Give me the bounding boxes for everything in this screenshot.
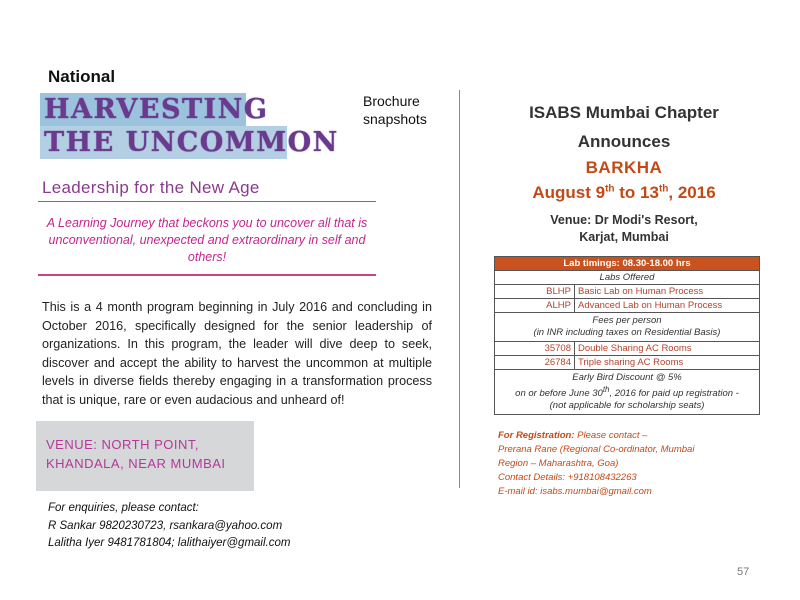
program-title-line-2: THE UNCOMMON: [40, 126, 287, 159]
dates-end: to 13: [614, 183, 659, 202]
table-row: [495, 313, 760, 342]
discount-line-3: (not applicable for scholarship seats): [549, 400, 705, 412]
fee-amount: 35708: [495, 342, 575, 356]
resort-venue: [495, 212, 753, 246]
contact-line-2: Region – Maharashtra, Goa): [498, 458, 619, 469]
program-tagline: A Learning Journey that beckons you to uncover all that is unconventional, unexpected and extraordinary in self and others!: [46, 216, 368, 264]
enquiries-contact-1: R Sankar 9820230723, rsankara@yahoo.com: [48, 519, 283, 532]
discount-line-1: Early Bird Discount @ 5%: [572, 372, 682, 383]
program-title-line-1: HARVESTING: [40, 93, 246, 126]
resort-venue-line-1: Venue: Dr Modi's Resort,: [550, 213, 698, 227]
discount-date-suffix: th: [602, 385, 610, 394]
fees-header-line-2: (in INR including taxes on Residential Basis): [533, 327, 721, 338]
contact-line-3: Contact Details: +918108432263: [498, 472, 637, 483]
table-row: [495, 271, 760, 285]
lab-name: Basic Lab on Human Process: [575, 285, 760, 299]
lab-name: Advanced Lab on Human Process: [575, 299, 760, 313]
fee-description: Double Sharing AC Rooms: [575, 342, 760, 356]
program-subtitle: Leadership for the New Age: [42, 178, 260, 197]
announces-text: Announces: [577, 132, 671, 151]
labs-offered-header: Labs Offered: [495, 271, 760, 285]
enquiries-contact-2: Lalitha Iyer 9481781804; lalithaiyer@gmail.com: [48, 537, 291, 549]
enquiries-heading: For enquiries, please contact:: [48, 502, 199, 514]
table-row: [495, 370, 760, 415]
brochure-snapshots-label: Brochure snapshots: [363, 93, 427, 127]
table-row: [495, 285, 760, 299]
table-row: [495, 342, 760, 356]
registration-label: For Registration:: [498, 430, 575, 441]
program-description: This is a 4 month program beginning in July 2016 and concluding in October 2016, specifically designed for the senior leadership of organizations. In this program, the leader will dive deep to seek, discover and accept the ability to harvest the uncommon at multiple levels in diverse fields thereby engaging in a transformation process that is unique, rare or even audacious and unheard of!: [42, 300, 432, 407]
program-title: [40, 93, 339, 159]
venue-box: [36, 421, 254, 491]
venue-line-2: KHANDALA, NEAR MUMBAI: [46, 456, 226, 471]
program-dates: [495, 183, 753, 203]
page-number: 57: [737, 566, 750, 578]
contact-line-4: E-mail id: isabs.mumbai@gmail.com: [498, 486, 652, 497]
divider-rule: [38, 274, 376, 276]
divider-rule: [38, 201, 376, 202]
dates-year: , 2016: [668, 183, 716, 202]
table-row: [495, 356, 760, 370]
discount-condition: , 2016 for paid up registration -: [609, 388, 739, 400]
chapter-title: ISABS Mumbai Chapter: [529, 103, 719, 122]
venue-line-1: VENUE: NORTH POINT,: [46, 437, 200, 452]
discount-date: on or before June 30: [515, 388, 603, 400]
program-name: BARKHA: [585, 158, 663, 177]
lab-timings: Lab timings: 08.30-18.00 hrs: [495, 257, 760, 271]
lab-code: ALHP: [495, 299, 575, 313]
discount-line-2: [498, 384, 756, 400]
enquiries-contact: [48, 500, 290, 553]
lab-info-table: [494, 256, 760, 415]
lab-code: BLHP: [495, 285, 575, 299]
resort-venue-line-2: Karjat, Mumbai: [579, 230, 669, 244]
dates-suffix-2: th: [658, 183, 669, 195]
fee-description: Triple sharing AC Rooms: [575, 356, 760, 370]
table-row: [495, 257, 760, 271]
fees-header-line-1: Fees per person: [592, 315, 662, 326]
contact-line-1: Prerana Rane (Regional Co-ordinator, Mumbai: [498, 444, 695, 455]
fee-amount: 26784: [495, 356, 575, 370]
dates-start: August 9: [532, 183, 606, 202]
table-row: [495, 299, 760, 313]
national-heading: National: [48, 67, 116, 86]
fees-header: [495, 313, 760, 342]
early-bird-discount: [495, 370, 760, 415]
registration-info: [498, 429, 694, 499]
vertical-divider: [459, 90, 460, 488]
registration-heading: [498, 429, 694, 443]
venue-text: [46, 435, 226, 473]
registration-text: Please contact –: [574, 430, 648, 441]
dates-suffix-1: th: [605, 183, 615, 195]
